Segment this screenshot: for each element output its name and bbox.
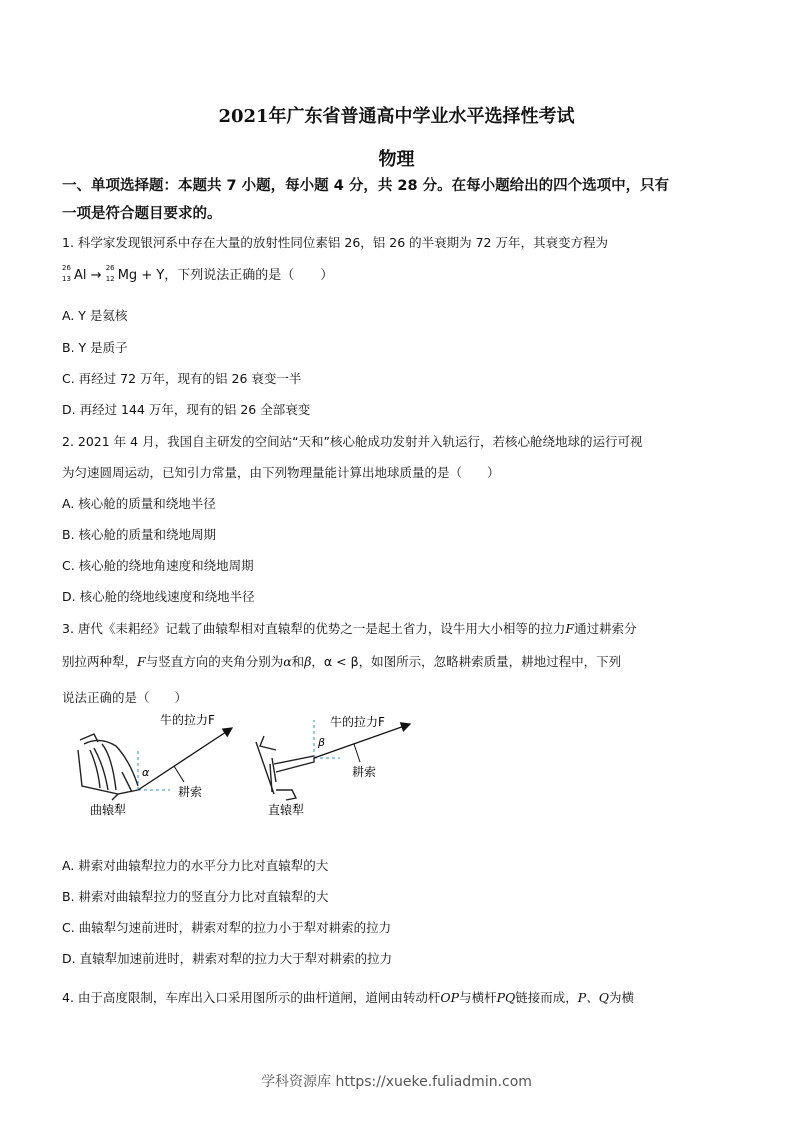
q2-stem-line2: 为匀速圆周运动，已知引力常量，由下列物理量能计算出地球质量的是（ ）: [62, 465, 500, 480]
q1-stem: 1. 科学家发现银河系中存在大量的放射性同位素铝 26，铝 26 的半衰期为 72 万年，其衰变方程为: [62, 235, 608, 250]
q2-option-a: A. 核心舱的质量和绕地半径: [62, 496, 216, 511]
straight-rope-label: 耕索: [352, 765, 377, 779]
straight-angle-label: β: [318, 736, 326, 749]
al-atomic-number: 13: [62, 275, 71, 283]
q1-option-b: B. Y 是质子: [62, 340, 128, 355]
straight-rope-leader: [354, 744, 360, 762]
q3-option-a: A. 耕索对曲辕犁拉力的水平分力比对直辕犁的大: [62, 858, 329, 873]
section-heading-line1: 一、单项选择题：本题共 7 小题，每小题 4 分，共 28 分。在每小题给出的四个选项中，只有: [62, 178, 670, 194]
section-heading-line2: 一项是符合题目要求的。: [62, 206, 222, 222]
q3-option-b: B. 耕索对曲辕犁拉力的竖直分力比对直辕犁的大: [62, 889, 329, 904]
plough-figure: [60, 706, 460, 826]
straight-force-label: 牛的拉力F: [330, 715, 385, 729]
q2-option-c: C. 核心舱的绕地角速度和绕地周期: [62, 558, 254, 573]
straight-plough-caption: 直辕犁: [268, 803, 305, 817]
straight-plough-drawing: [256, 736, 314, 800]
footer-watermark: 学科资源库 https://xueke.fuliadmin.com: [261, 1074, 532, 1090]
al-symbol: Al: [74, 268, 87, 283]
q1-option-c: C. 再经过 72 万年，现有的铝 26 衰变一半: [62, 371, 302, 386]
section-heading: [62, 172, 732, 228]
al-mass-number: 26: [62, 264, 71, 272]
curved-rope-leader: [174, 766, 184, 782]
q1-stem-tail: ，下列说法正确的是（ ）: [164, 268, 334, 283]
q3-option-d: D. 直辕犁加速前进时，耕索对犁的拉力大于犁对耕索的拉力: [62, 951, 393, 966]
q3-stem-line2: 别拉两种犁，F与竖直方向的夹角分别为α和β，α < β，如图所示，忽略耕索质量，耕地过程中，下列: [62, 654, 622, 669]
curved-plough-drawing: [78, 734, 138, 800]
exam-title: 2021年广东省普通高中学业水平选择性考试: [218, 106, 575, 127]
mg-mass-number: 26: [105, 264, 115, 272]
q2-option-b: B. 核心舱的质量和绕地周期: [62, 527, 217, 542]
curved-plough-caption: 曲辕犁: [90, 803, 127, 817]
curved-angle-label: α: [142, 766, 150, 779]
curved-rope-label: 耕索: [178, 785, 203, 799]
mg-symbol: Mg: [117, 268, 138, 283]
mg-atomic-number: 12: [105, 275, 115, 283]
q1-equation: [62, 264, 333, 283]
curved-force-label: 牛的拉力F: [160, 713, 215, 727]
product-y: + Y: [141, 268, 165, 283]
straight-force-arrow: [314, 724, 410, 758]
q3-stem-line1: 3. 唐代《耒耜经》记载了曲辕犁相对直辕犁的优势之一是起土省力，设牛用大小相等的拉力F通过耕索分: [62, 621, 637, 636]
curved-force-arrow: [138, 728, 232, 790]
q2-option-d: D. 核心舱的绕地线速度和绕地半径: [62, 589, 255, 604]
q1-option-d: D. 再经过 144 万年，现有的铝 26 全部衰变: [62, 402, 311, 417]
q4-stem-line1: 4. 由于高度限制，车库出入口采用图所示的曲杆道闸，道闸由转动杆OP与横杆PQ链接而成，P、Q为横: [62, 990, 634, 1005]
q3-option-c: C. 曲辕犁匀速前进时，耕索对犁的拉力小于犁对耕索的拉力: [62, 920, 392, 935]
q2-stem-line1: 2. 2021 年 4 月，我国自主研发的空间站“天和”核心舱成功发射并入轨运行，若核心舱绕地球的运行可视: [62, 434, 643, 449]
q1-option-a: A. Y 是氦核: [62, 308, 128, 323]
q3-stem-line3: 说法正确的是（ ）: [62, 690, 188, 705]
subject-title: 物理: [378, 149, 415, 170]
reaction-arrow: →: [90, 268, 102, 283]
